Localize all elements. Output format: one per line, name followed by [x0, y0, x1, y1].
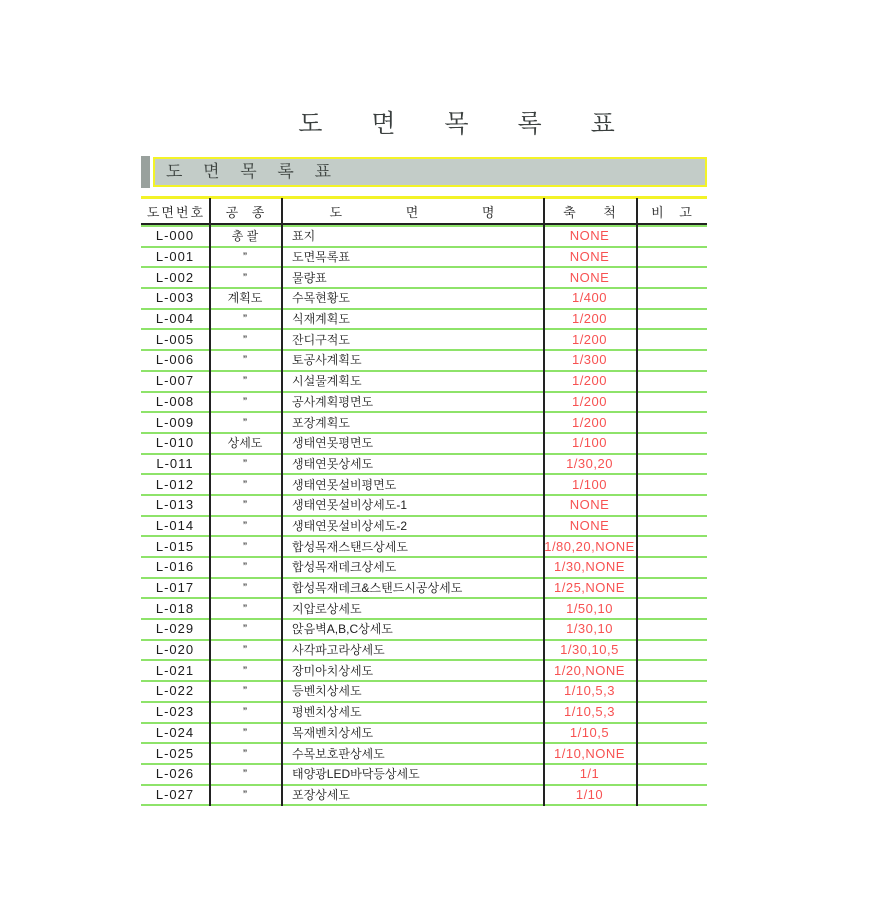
- table-row: [141, 351, 707, 372]
- column-header-drawing-no: 도면번호: [146, 204, 206, 220]
- table-row: [141, 413, 707, 434]
- table-row: [141, 393, 707, 414]
- table-row: [141, 703, 707, 724]
- cell-work-type: ”: [243, 456, 247, 471]
- column-divider: [209, 198, 211, 806]
- cell-drawing-no: L-007: [155, 373, 195, 389]
- cell-scale: 1/10: [575, 786, 604, 802]
- table-body: [141, 225, 707, 806]
- cell-drawing-no: L-024: [155, 724, 195, 740]
- cell-scale: 1/200: [571, 373, 608, 389]
- cell-work-type: ”: [243, 498, 247, 513]
- table-row: [141, 227, 707, 248]
- cell-drawing-name: 잔디구적도: [292, 332, 350, 347]
- cell-work-type: ”: [243, 353, 247, 368]
- cell-drawing-name: 시설물계획도: [292, 374, 362, 389]
- table-row: [141, 620, 707, 641]
- cell-drawing-no: L-002: [155, 269, 195, 285]
- cell-drawing-no: L-008: [155, 393, 195, 409]
- cell-drawing-name: 평벤치상세도: [292, 705, 362, 720]
- cell-drawing-no: L-022: [155, 683, 195, 699]
- cell-work-type: ”: [243, 270, 247, 285]
- cell-scale: 1/10,5,3: [564, 704, 615, 720]
- table-row: [141, 599, 707, 620]
- cell-scale: NONE: [569, 228, 610, 244]
- cell-drawing-no: L-020: [155, 642, 195, 658]
- column-header-remark: 비 고: [651, 204, 698, 220]
- cell-work-type: ”: [243, 663, 247, 678]
- section-accent-bar: [141, 156, 150, 188]
- cell-scale: 1/20,NONE: [554, 662, 625, 678]
- cell-scale: NONE: [569, 249, 610, 265]
- cell-scale: 1/100: [571, 476, 608, 492]
- cell-scale: 1/10,5: [569, 724, 610, 740]
- table-row: [141, 765, 707, 786]
- cell-work-type: 계획도: [227, 291, 263, 306]
- table-row: [141, 641, 707, 662]
- cell-drawing-name: 생태연못평면도: [292, 436, 374, 451]
- cell-drawing-no: L-016: [155, 559, 195, 575]
- cell-drawing-no: L-018: [155, 600, 195, 616]
- cell-drawing-name: 합성목재스탠드상세도: [292, 539, 408, 554]
- cell-drawing-no: L-029: [155, 621, 195, 637]
- cell-work-type: 상세도: [227, 436, 263, 451]
- cell-work-type: ”: [243, 394, 247, 409]
- cell-drawing-name: 등벤치상세도: [292, 684, 362, 699]
- section-header: [141, 157, 707, 187]
- cell-drawing-name: 공사계획평면도: [292, 394, 374, 409]
- cell-work-type: ”: [243, 725, 247, 740]
- cell-drawing-name: 수목보호판상세도: [292, 746, 385, 761]
- drawing-list-table: [141, 196, 707, 806]
- cell-drawing-no: L-026: [155, 766, 195, 782]
- cell-work-type: ”: [243, 684, 247, 699]
- cell-drawing-name: 물량표: [292, 270, 327, 285]
- cell-drawing-name: 목재벤치상세도: [292, 725, 374, 740]
- cell-drawing-no: L-012: [155, 476, 195, 492]
- cell-drawing-name: 합성목재데크&스탠드시공상세도: [292, 581, 463, 596]
- cell-scale: 1/80,20,NONE: [544, 538, 635, 554]
- cell-drawing-no: L-006: [155, 352, 195, 368]
- cell-work-type: ”: [243, 643, 247, 658]
- cell-scale: 1/200: [571, 393, 608, 409]
- cell-drawing-no: L-004: [155, 311, 195, 327]
- cell-drawing-no: L-003: [155, 290, 195, 306]
- cell-drawing-name: 생태연못설비평면도: [292, 477, 397, 492]
- cell-work-type: ”: [243, 374, 247, 389]
- cell-drawing-name: 포장상세도: [292, 787, 350, 802]
- column-header-work-type: 공 종: [225, 204, 270, 220]
- cell-scale: 1/200: [571, 414, 608, 430]
- table-row: [141, 744, 707, 765]
- cell-work-type: ”: [243, 539, 247, 554]
- table-row: [141, 661, 707, 682]
- cell-work-type: ”: [243, 746, 247, 761]
- cell-drawing-no: L-021: [155, 662, 195, 678]
- cell-drawing-no: L-010: [155, 435, 195, 451]
- section-header-label: 도 면 목 록 표: [166, 162, 340, 181]
- cell-work-type: ”: [243, 560, 247, 575]
- cell-drawing-name: 생태연못설비상세도-2: [292, 518, 407, 533]
- cell-drawing-name: 생태연못설비상세도-1: [292, 498, 407, 513]
- cell-drawing-name: 지압로상세도: [292, 601, 362, 616]
- cell-work-type: ”: [243, 767, 247, 782]
- cell-work-type: ”: [243, 477, 247, 492]
- cell-drawing-name: 포장계획도: [292, 415, 350, 430]
- cell-scale: 1/200: [571, 311, 608, 327]
- cell-drawing-no: L-017: [155, 580, 195, 596]
- page-title: 도 면 목 록 표: [298, 110, 636, 138]
- cell-drawing-no: L-027: [155, 786, 195, 802]
- table-row: [141, 289, 707, 310]
- cell-scale: 1/10,5,3: [564, 683, 615, 699]
- cell-drawing-no: L-011: [156, 455, 194, 471]
- cell-drawing-name: 토공사계획도: [292, 353, 362, 368]
- cell-work-type: 총 괄: [231, 229, 259, 244]
- table-row: [141, 517, 707, 538]
- cell-scale: 1/30,NONE: [554, 559, 625, 575]
- table-row: [141, 682, 707, 703]
- cell-drawing-name: 합성목재데크상세도: [292, 560, 397, 575]
- cell-drawing-no: L-025: [155, 745, 195, 761]
- cell-drawing-name: 수목현황도: [292, 291, 350, 306]
- column-divider: [636, 198, 638, 806]
- cell-work-type: ”: [243, 787, 247, 802]
- column-divider: [281, 198, 283, 806]
- cell-scale: 1/300: [571, 352, 608, 368]
- cell-drawing-no: L-005: [155, 331, 195, 347]
- cell-drawing-name: 식재계획도: [292, 312, 350, 327]
- cell-scale: 1/100: [571, 435, 608, 451]
- cell-drawing-no: L-013: [155, 497, 195, 513]
- cell-work-type: ”: [243, 332, 247, 347]
- column-divider: [543, 198, 545, 806]
- column-header-scale: 축 척: [563, 204, 628, 220]
- cell-scale: 1/10,NONE: [554, 745, 625, 761]
- cell-drawing-no: L-023: [155, 704, 195, 720]
- cell-work-type: ”: [243, 581, 247, 596]
- cell-drawing-no: L-015: [155, 538, 195, 554]
- table-row: [141, 455, 707, 476]
- cell-work-type: ”: [243, 415, 247, 430]
- table-row: [141, 310, 707, 331]
- table-row: [141, 330, 707, 351]
- cell-scale: 1/25,NONE: [554, 580, 625, 596]
- cell-work-type: ”: [243, 622, 247, 637]
- section-header-bar: [153, 157, 707, 187]
- table-row: [141, 372, 707, 393]
- table-row: [141, 248, 707, 269]
- table-row: [141, 496, 707, 517]
- cell-work-type: ”: [243, 705, 247, 720]
- table-row: [141, 786, 707, 807]
- cell-scale: 1/50,10: [566, 600, 613, 616]
- cell-drawing-name: 앉음벽A,B,C상세도: [292, 622, 393, 637]
- cell-drawing-name: 도면목록표: [292, 250, 350, 265]
- cell-drawing-no: L-000: [155, 228, 195, 244]
- cell-drawing-name: 태양광LED바닥등상세도: [292, 767, 420, 782]
- cell-drawing-name: 사각파고라상세도: [292, 643, 385, 658]
- table-header-row: [141, 196, 707, 225]
- column-header-drawing-name: 도 면 명: [329, 204, 525, 220]
- cell-scale: 1/400: [571, 290, 608, 306]
- cell-work-type: ”: [243, 250, 247, 265]
- cell-drawing-name: 생태연못상세도: [292, 456, 374, 471]
- table-row: [141, 268, 707, 289]
- cell-work-type: ”: [243, 601, 247, 616]
- cell-work-type: ”: [243, 312, 247, 327]
- table-row: [141, 537, 707, 558]
- table-row: [141, 475, 707, 496]
- cell-scale: 1/1: [579, 766, 600, 782]
- cell-drawing-no: L-014: [155, 517, 195, 533]
- cell-scale: NONE: [569, 517, 610, 533]
- cell-scale: 1/30,10: [566, 621, 613, 637]
- table-row: [141, 434, 707, 455]
- cell-drawing-name: 장미아치상세도: [292, 663, 374, 678]
- cell-drawing-no: L-009: [155, 414, 195, 430]
- cell-scale: 1/200: [571, 331, 608, 347]
- table-row: [141, 724, 707, 745]
- cell-scale: NONE: [569, 269, 610, 285]
- cell-scale: NONE: [569, 497, 610, 513]
- cell-work-type: ”: [243, 518, 247, 533]
- table-row: [141, 558, 707, 579]
- cell-drawing-name: 표지: [292, 229, 316, 244]
- cell-scale: 1/30,20: [566, 455, 613, 471]
- cell-scale: 1/30,10,5: [560, 642, 619, 658]
- table-row: [141, 579, 707, 600]
- cell-drawing-no: L-001: [155, 249, 195, 265]
